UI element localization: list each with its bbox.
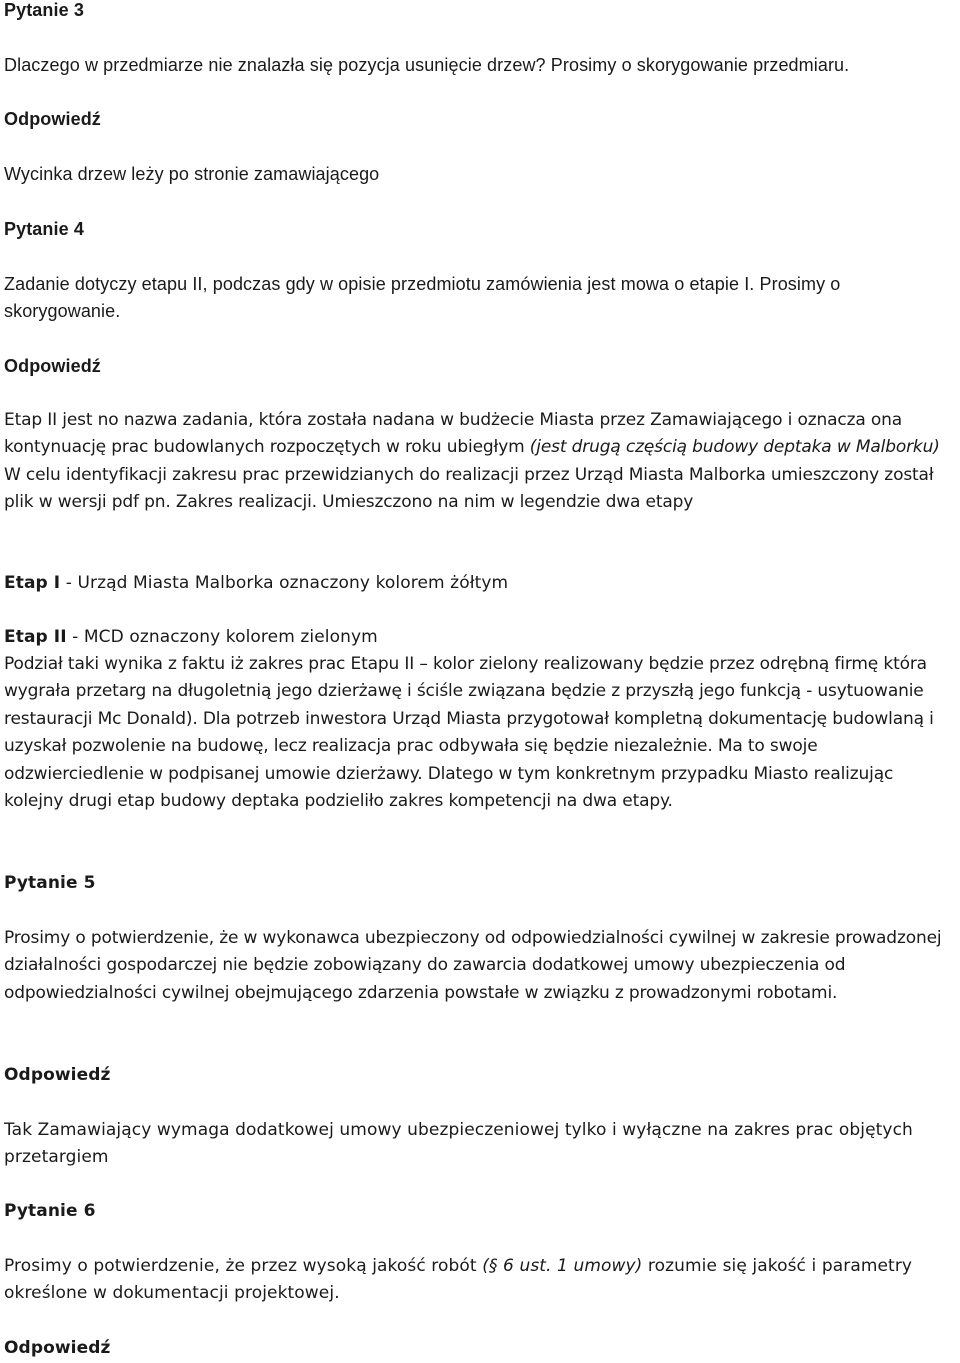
- question-6-text-part-b: rozumie się jakość i parametry określone w dokumentacji projektowej.: [4, 1256, 913, 1304]
- etap-1-label: Etap I: [4, 573, 61, 593]
- question-5-heading: Pytanie 5: [4, 873, 96, 893]
- etap-2-text: - MCD oznaczony kolorem zielonym: [66, 627, 378, 647]
- answer-3-heading: Odpowiedź: [4, 109, 101, 129]
- answer-4-paragraph-2: Podział taki wynika z faktu iż zakres prac Etapu II – kolor zielony realizowany będzie przez odrębną firmę która wygrała przetarg na długoletnią jego dzierżawę i ściśle związana będzie z przyszłą jego funkcją - usytuowanie restauracji Mc Donald). Dla potrzeb inwestora Urząd Miasta przygotował kompletną dokumentację budowlaną i uzyskał pozwolenie na budowę, lecz realizacja prac odbywała się będzie niezależnie. Ma to swoje odzwierciedlenie w podpisanej umowie dzierżawy. Dlatego w tym konkretnym przypadku Miasto realizując kolejny drugi etap budowy deptaka podzieliło zakres kompetencji na dwa etapy.: [4, 654, 934, 812]
- answer-3-text: Wycinka drzew leży po stronie zamawiającego: [4, 164, 380, 184]
- question-6-heading: Pytanie 6: [4, 1201, 96, 1221]
- question-3-text: Dlaczego w przedmiarze nie znalazła się pozycja usunięcie drzew? Prosimy o skorygowanie przedmiaru.: [4, 55, 850, 75]
- etap-2-label: Etap II: [4, 627, 67, 647]
- answer-5-heading: Odpowiedź: [4, 1065, 111, 1085]
- etap-2-line: [4, 624, 952, 651]
- answer-4-italic-note: (jest drugą częścią budowy deptaka w Malborku): [529, 437, 940, 458]
- answer-4-text-part-b: W celu identyfikacji zakresu prac przewidzianych do realizacji przez Urząd Miasta Malborka umieszczony został plik w wersji pdf pn. Zakres realizacji. Umieszczono na nim w legendzie dwa etapy: [4, 464, 934, 513]
- answer-6-heading: Odpowiedź: [4, 1338, 111, 1358]
- question-6-text-part-a: Prosimy o potwierdzenie, że przez wysoką jakość robót: [4, 1256, 483, 1276]
- etap-1-line: [4, 570, 952, 597]
- question-6-text: [4, 1253, 952, 1308]
- answer-4-text-part-a: Etap II jest no nazwa zadania, która została nadana w budżecie Miasta przez Zamawiającego i oznacza ona kontynuację prac budowlanych rozpoczętych w roku ubiegłym: [4, 410, 903, 458]
- answer-4-heading: Odpowiedź: [4, 356, 101, 376]
- question-4-heading: Pytanie 4: [4, 219, 84, 239]
- question-6-italic-ref: (§ 6 ust. 1 umowy): [482, 1256, 643, 1276]
- answer-4-paragraph-1: [4, 407, 952, 517]
- question-3-heading: Pytanie 3: [4, 0, 84, 20]
- question-4-text: Zadanie dotyczy etapu II, podczas gdy w opisie przedmiotu zamówienia jest mowa o etapie I. Prosimy o skorygowanie.: [4, 274, 841, 321]
- answer-5-text: Tak Zamawiający wymaga dodatkowej umowy ubezpieczeniowej tylko i wyłączne na zakres prac objętych przetargiem: [4, 1120, 913, 1168]
- etap-1-text: - Urząd Miasta Malborka oznaczony kolorem żółtym: [60, 573, 509, 593]
- question-5-text: Prosimy o potwierdzenie, że w wykonawca ubezpieczony od odpowiedzialności cywilnej w zakresie prowadzonej działalności gospodarczej nie będzie zobowiązany do zawarcia dodatkowej umowy ubezpieczenia od odpowiedzialności cywilnej obejmującego zdarzenia powstałe w związku z prowadzonymi robotami.: [4, 928, 942, 1003]
